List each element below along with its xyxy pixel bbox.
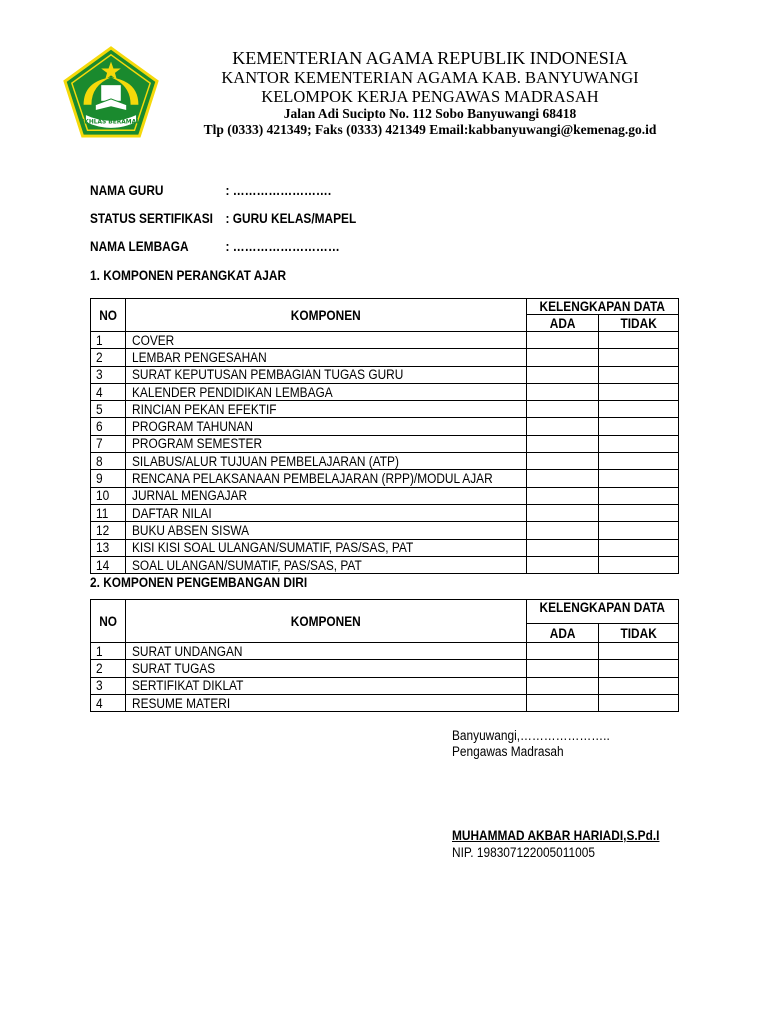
row-ada-cell[interactable] — [527, 487, 599, 504]
row-komponen: DAFTAR NILAI — [126, 504, 527, 521]
row-number: 5 — [91, 401, 126, 418]
row-ada-cell[interactable] — [527, 366, 599, 383]
row-ada-cell[interactable] — [527, 453, 599, 470]
row-komponen: PROGRAM SEMESTER — [126, 435, 527, 452]
row-tidak-cell[interactable] — [599, 556, 679, 573]
row-number: 9 — [91, 470, 126, 487]
row-ada-cell[interactable] — [527, 539, 599, 556]
section2-table — [90, 599, 679, 712]
row-komponen: KISI KISI SOAL ULANGAN/SUMATIF, PAS/SAS, PAT — [126, 539, 527, 556]
row-number: 4 — [91, 383, 126, 400]
row-komponen: BUKU ABSEN SISWA — [126, 522, 527, 539]
letterhead-line1: KEMENTERIAN AGAMA REPUBLIK INDONESIA — [232, 48, 628, 68]
row-ada-cell[interactable] — [527, 349, 599, 366]
row-tidak-cell[interactable] — [599, 418, 679, 435]
table-row — [91, 694, 679, 711]
section1-title: 1. KOMPONEN PERANGKAT AJAR — [90, 268, 287, 283]
row-ada-cell[interactable] — [527, 694, 599, 711]
letterhead-address: Jalan Adi Sucipto No. 112 Sobo Banyuwangi 68418 — [283, 106, 577, 121]
row-tidak-cell[interactable] — [599, 383, 679, 400]
row-number: 1 — [91, 643, 126, 660]
row-ada-cell[interactable] — [527, 677, 599, 694]
row-ada-cell[interactable] — [527, 435, 599, 452]
row-number: 1 — [91, 332, 126, 349]
table-row — [91, 556, 679, 573]
row-komponen: KALENDER PENDIDIKAN LEMBAGA — [126, 383, 527, 400]
signature-place-date: Banyuwangi,………………….. — [452, 728, 610, 743]
table-row — [91, 453, 679, 470]
header-kelengkapan: KELENGKAPAN DATA — [527, 600, 679, 624]
row-number: 12 — [91, 522, 126, 539]
row-number: 7 — [91, 435, 126, 452]
row-tidak-cell[interactable] — [599, 694, 679, 711]
header-no: NO — [91, 299, 126, 332]
field-nama-lembaga — [90, 239, 340, 254]
row-ada-cell[interactable] — [527, 556, 599, 573]
row-tidak-cell[interactable] — [599, 401, 679, 418]
row-tidak-cell[interactable] — [599, 522, 679, 539]
header-no: NO — [91, 600, 126, 643]
row-komponen: PROGRAM TAHUNAN — [126, 418, 527, 435]
row-number: 2 — [91, 660, 126, 677]
header-komponen: KOMPONEN — [126, 600, 527, 643]
table-row — [91, 539, 679, 556]
row-number: 8 — [91, 453, 126, 470]
section1-table — [90, 298, 679, 574]
field-value: : ……………………. — [225, 183, 332, 198]
field-status-sertifikasi — [90, 211, 356, 226]
row-ada-cell[interactable] — [527, 332, 599, 349]
table-row — [91, 366, 679, 383]
section2-title: 2. KOMPONEN PENGEMBANGAN DIRI — [90, 575, 308, 590]
row-number: 4 — [91, 694, 126, 711]
row-komponen: SURAT UNDANGAN — [126, 643, 527, 660]
header-ada: ADA — [527, 315, 599, 332]
signature-nip: NIP. 198307122005011005 — [452, 845, 595, 860]
row-komponen: JURNAL MENGAJAR — [126, 487, 527, 504]
row-number: 10 — [91, 487, 126, 504]
table-row — [91, 470, 679, 487]
row-number: 14 — [91, 556, 126, 573]
field-label: NAMA LEMBAGA — [90, 239, 189, 254]
row-komponen: SOAL ULANGAN/SUMATIF, PAS/SAS, PAT — [126, 556, 527, 573]
row-number: 3 — [91, 366, 126, 383]
header-ada: ADA — [527, 624, 599, 643]
signature-name: MUHAMMAD AKBAR HARIADI,S.Pd.I — [452, 828, 660, 843]
row-number: 6 — [91, 418, 126, 435]
table-row — [91, 332, 679, 349]
row-komponen: COVER — [126, 332, 527, 349]
signature-role: Pengawas Madrasah — [452, 744, 564, 759]
row-ada-cell[interactable] — [527, 418, 599, 435]
header-tidak: TIDAK — [599, 624, 679, 643]
row-number: 3 — [91, 677, 126, 694]
table-row — [91, 660, 679, 677]
header-komponen: KOMPONEN — [126, 299, 527, 332]
row-tidak-cell[interactable] — [599, 349, 679, 366]
row-tidak-cell[interactable] — [599, 504, 679, 521]
field-value: : ……………………… — [225, 239, 340, 254]
row-tidak-cell[interactable] — [599, 470, 679, 487]
row-tidak-cell[interactable] — [599, 677, 679, 694]
row-tidak-cell[interactable] — [599, 539, 679, 556]
row-ada-cell[interactable] — [527, 660, 599, 677]
table-row — [91, 435, 679, 452]
row-ada-cell[interactable] — [527, 470, 599, 487]
row-tidak-cell[interactable] — [599, 435, 679, 452]
letterhead — [160, 48, 700, 138]
table-row — [91, 383, 679, 400]
header-kelengkapan: KELENGKAPAN DATA — [527, 299, 679, 315]
row-tidak-cell[interactable] — [599, 366, 679, 383]
row-komponen: RESUME MATERI — [126, 694, 527, 711]
table-row — [91, 487, 679, 504]
kemenag-logo — [62, 46, 160, 140]
field-label: NAMA GURU — [90, 183, 164, 198]
row-komponen: SERTIFIKAT DIKLAT — [126, 677, 527, 694]
row-ada-cell[interactable] — [527, 401, 599, 418]
row-ada-cell[interactable] — [527, 504, 599, 521]
row-number: 11 — [91, 504, 126, 521]
row-number: 13 — [91, 539, 126, 556]
row-komponen: SURAT KEPUTUSAN PEMBAGIAN TUGAS GURU — [126, 366, 527, 383]
header-tidak: TIDAK — [599, 315, 679, 332]
table-row — [91, 643, 679, 660]
row-ada-cell[interactable] — [527, 522, 599, 539]
row-komponen: SURAT TUGAS — [126, 660, 527, 677]
table-row — [91, 401, 679, 418]
logo-motto: IKHLAS BERAMAL — [82, 119, 140, 126]
row-ada-cell[interactable] — [527, 383, 599, 400]
row-komponen: SILABUS/ALUR TUJUAN PEMBELAJARAN (ATP) — [126, 453, 527, 470]
row-tidak-cell[interactable] — [599, 660, 679, 677]
row-tidak-cell[interactable] — [599, 487, 679, 504]
table-row — [91, 349, 679, 366]
row-tidak-cell[interactable] — [599, 453, 679, 470]
table-row — [91, 504, 679, 521]
row-ada-cell[interactable] — [527, 643, 599, 660]
row-number: 2 — [91, 349, 126, 366]
field-value: : GURU KELAS/MAPEL — [225, 211, 357, 226]
table-row — [91, 418, 679, 435]
table-row — [91, 522, 679, 539]
table-row — [91, 677, 679, 694]
row-komponen: LEMBAR PENGESAHAN — [126, 349, 527, 366]
row-komponen: RENCANA PELAKSANAAN PEMBELAJARAN (RPP)/MODUL AJAR — [126, 470, 527, 487]
row-komponen: RINCIAN PEKAN EFEKTIF — [126, 401, 527, 418]
row-tidak-cell[interactable] — [599, 643, 679, 660]
letterhead-line2: KANTOR KEMENTERIAN AGAMA KAB. BANYUWANGI — [221, 68, 639, 87]
letterhead-contact: Tlp (0333) 421349; Faks (0333) 421349 Email:kabbanyuwangi@kemenag.go.id — [203, 122, 657, 137]
field-nama-guru — [90, 183, 331, 198]
row-tidak-cell[interactable] — [599, 332, 679, 349]
letterhead-line3: KELOMPOK KERJA PENGAWAS MADRASAH — [261, 87, 599, 106]
field-label: STATUS SERTIFIKASI — [90, 211, 213, 226]
